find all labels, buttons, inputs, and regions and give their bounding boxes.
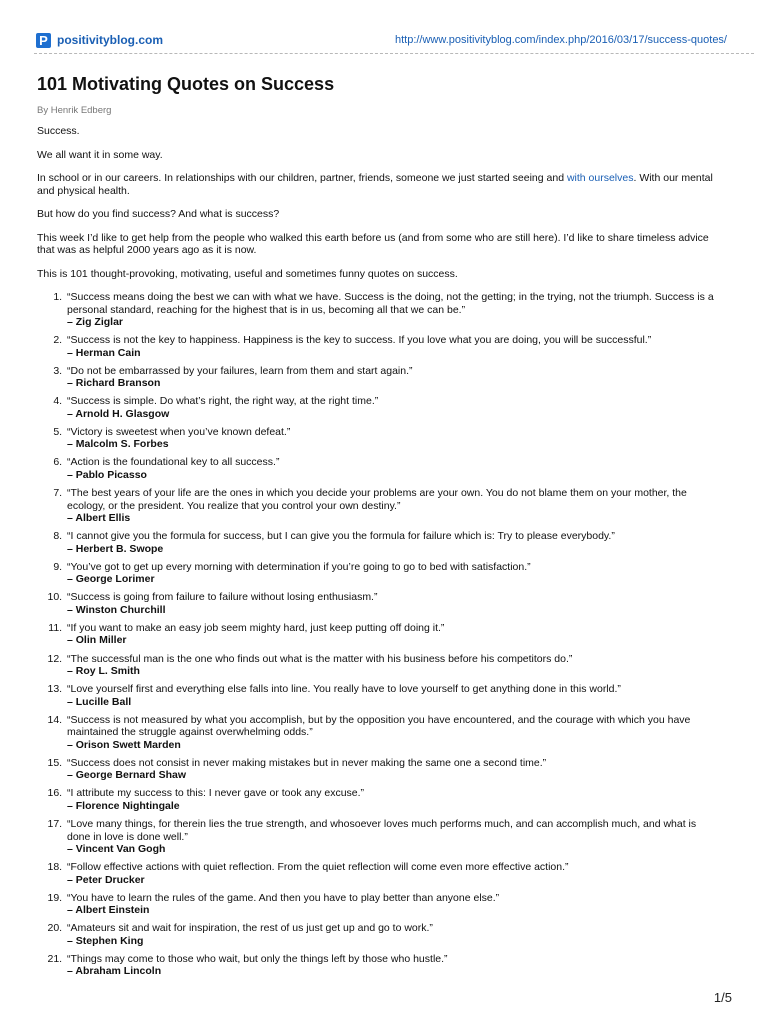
quote-text: 19. “You have to learn the rules of the game. And then you have to play better than anyone else.”: [67, 891, 500, 904]
quote-author: – Lucille Ball: [67, 695, 132, 708]
quote-item: [65, 818, 717, 856]
quote-text: 16. “I attribute my success to this: I never gave or took any excuse.”: [67, 787, 365, 800]
quote-author: – Richard Branson: [67, 377, 161, 390]
quote-text: 18. “Follow effective actions with quiet reflection. From the quiet reflection will come even more effective action.”: [67, 861, 569, 874]
quote-item: [65, 714, 717, 752]
quote-item: [65, 622, 717, 647]
quote-author: – Herbert B. Swope: [67, 542, 164, 555]
quote-item: [65, 487, 717, 525]
with-ourselves-link[interactable]: with ourselves: [566, 172, 634, 184]
intro-text: . With our mental and physical health.: [37, 172, 713, 197]
quote-text: 2. “Success is not the key to happiness. Happiness is the key to success. If you love what you are doing, you will be successful.”: [67, 334, 652, 347]
quote-item: [65, 787, 717, 812]
quote-author: – George Bernard Shaw: [67, 769, 187, 782]
quote-author: – Roy L. Smith: [67, 665, 140, 678]
quote-item: [65, 456, 717, 481]
quote-item: [65, 334, 717, 359]
article: [37, 74, 717, 983]
quote-text: 14. “Success is not measured by what you accomplish, but by the opposition you have encountered, and the courage with which you have maintained the struggle against overwhelming odds.”: [67, 713, 691, 739]
quote-item: [65, 683, 717, 708]
quote-item: [65, 365, 717, 390]
quote-author: – Herman Cain: [67, 346, 141, 359]
quote-list: [37, 291, 717, 978]
quote-author: – Abraham Lincoln: [67, 965, 162, 978]
quote-author: – Winston Churchill: [67, 603, 166, 616]
header-divider: [34, 53, 754, 54]
intro-paragraph-1: Success.: [37, 125, 80, 137]
quote-text: 12. “The successful man is the one who finds out what is the matter with his business before his competitors do.”: [67, 652, 573, 665]
intro-paragraph-2: We all want it in some way.: [37, 148, 163, 161]
quote-text: 13. “Love yourself first and everything else falls into line. You really have to love yourself to get anything done in this world.”: [67, 683, 621, 696]
quote-text: 17. “Love many things, for therein lies the true strength, and whosoever loves much performs much, and can accomplish much, and what is done in love is done well.”: [67, 818, 697, 843]
page-url-link[interactable]: http://www.positivityblog.com/index.php/2016/03/17/success-quotes/: [394, 34, 727, 46]
quote-item: [65, 653, 717, 678]
quote-author: – Zig Ziglar: [67, 316, 124, 328]
quote-text: 3. “Do not be embarrassed by your failures, learn from them and start again.”: [67, 364, 413, 377]
site-logo-icon[interactable]: P: [36, 33, 51, 48]
article-byline: By Henrik Edberg: [37, 105, 112, 116]
quote-text: 21. “Things may come to those who wait, but only the things left by those who hustle.”: [67, 952, 448, 965]
quote-author: – Vincent Van Gogh: [67, 843, 166, 855]
quote-text: 15. “Success does not consist in never making mistakes but in never making the same one a second time.”: [67, 756, 547, 769]
quote-item: [65, 892, 717, 917]
quote-text: 6. “Action is the foundational key to all success.”: [67, 456, 280, 469]
intro-paragraph-3: [37, 172, 717, 197]
quote-text: 10. “Success is going from failure to failure without losing enthusiasm.”: [67, 591, 378, 604]
quote-item: [65, 861, 717, 886]
quote-author: – Albert Ellis: [67, 512, 131, 525]
quote-author: – Albert Einstein: [67, 904, 150, 917]
quote-item: [65, 561, 717, 586]
quote-item: [65, 591, 717, 616]
quote-text: 11. “If you want to make an easy job seem mighty hard, just keep putting off doing it.”: [67, 621, 445, 634]
site-name-link[interactable]: positivityblog.com: [57, 33, 164, 47]
quote-item: [65, 291, 717, 329]
quote-item: [65, 395, 717, 420]
quote-text: 9. “You’ve got to get up every morning with determination if you’re going to go to bed with satisfaction.”: [67, 560, 531, 573]
quote-author: – Malcolm S. Forbes: [67, 438, 169, 451]
intro-paragraph-4: But how do you find success? And what is success?: [37, 208, 280, 220]
quote-item: [65, 922, 717, 947]
intro-paragraph-6: This is 101 thought-provoking, motivating, useful and sometimes funny quotes on success.: [37, 267, 458, 280]
quote-text: 4. “Success is simple. Do what’s right, the right way, at the right time.”: [67, 395, 379, 408]
quote-author: – Olin Miller: [67, 634, 127, 647]
page-header: [36, 32, 732, 52]
quote-author: – Stephen King: [67, 934, 144, 947]
quote-author: – Arnold H. Glasgow: [67, 407, 170, 420]
quote-item: [65, 953, 717, 978]
intro-text: In school or in our careers. In relationships with our children, partner, friends, someone we just started seeing and: [37, 172, 567, 184]
quote-item: [65, 757, 717, 782]
quote-author: – Florence Nightingale: [67, 799, 180, 812]
quote-text: 1. “Success means doing the best we can with what we have. Success is the doing, not the getting; in the trying, not the triumph. Success is a personal standard, reaching for the highest that is in us, becoming all that we can be.”: [67, 291, 714, 316]
quote-text: 20. “Amateurs sit and wait for inspiration, the rest of us just get up and go to work.”: [67, 922, 433, 935]
page-number: 1/5: [713, 990, 732, 1005]
quote-author: – Orison Swett Marden: [67, 738, 181, 751]
quote-author: – Pablo Picasso: [67, 468, 147, 481]
quote-author: – Peter Drucker: [67, 873, 145, 886]
quote-item: [65, 426, 717, 451]
intro-paragraph-5: This week I’d like to get help from the people who walked this earth before us (and from some who are still here). I’d like to share timeless advice that was as helpful 2000 years ago as it is now.: [37, 231, 709, 256]
quote-item: [65, 530, 717, 555]
quote-text: 7. “The best years of your life are the ones in which you decide your problems are your own. You do not blame them on your mother, the ecology, or the president. You realize that you control your own destiny.”: [67, 487, 687, 512]
article-title: 101 Motivating Quotes on Success: [37, 74, 335, 94]
quote-text: 8. “I cannot give you the formula for success, but I can give you the formula for failure which is: Try to please everybody.”: [67, 530, 615, 543]
quote-author: – George Lorimer: [67, 573, 155, 586]
quote-text: 5. “Victory is sweetest when you’ve known defeat.”: [67, 425, 291, 438]
